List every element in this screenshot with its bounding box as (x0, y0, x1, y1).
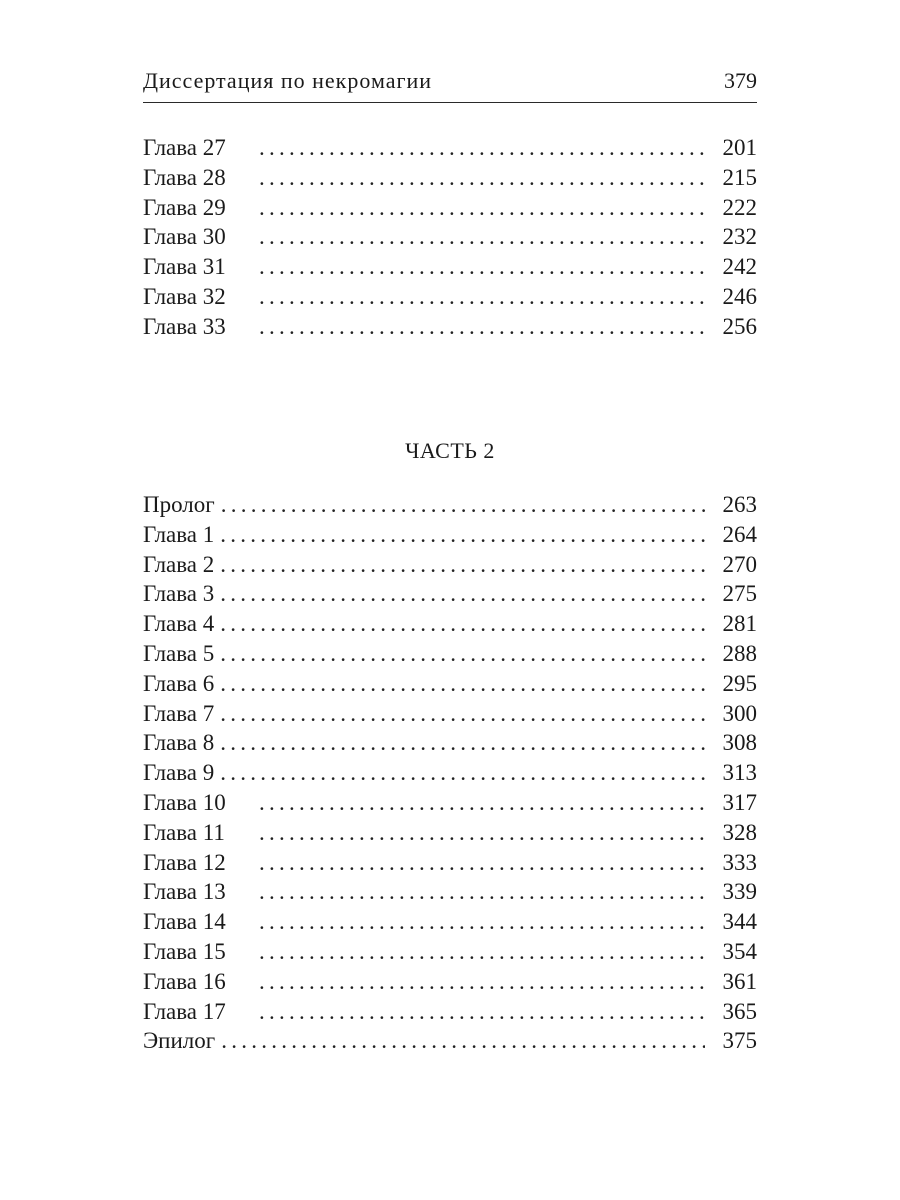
toc-dot-leader (259, 163, 705, 193)
toc-entry[interactable] (143, 997, 757, 1027)
toc-dot-leader (259, 877, 705, 907)
toc-entry-label: Глава 10 (143, 789, 226, 815)
book-page (143, 0, 757, 1200)
toc-entry-page: 344 (722, 909, 757, 935)
toc-entry-label: Глава 28 (143, 164, 226, 190)
toc-entry-label: Глава 27 (143, 135, 226, 160)
toc-entry-label: Глава 30 (143, 224, 226, 250)
toc-entry-page: 313 (722, 760, 757, 786)
toc-entry-page: 328 (722, 819, 757, 845)
toc-entry-page: 375 (722, 1028, 757, 1054)
toc-entry-page: 281 (722, 611, 757, 637)
toc-dot-leader (259, 997, 705, 1027)
toc-entry-label: Глава 17 (143, 998, 226, 1024)
running-head (143, 62, 757, 103)
toc-entry-page: 242 (722, 254, 757, 280)
toc-entry-label: Глава 5 (143, 640, 215, 666)
toc-dot-leader (220, 728, 705, 758)
toc-entry-page: 288 (722, 640, 757, 666)
toc-entry[interactable] (143, 193, 757, 223)
toc-dot-leader (220, 669, 705, 699)
toc-dot-leader (259, 937, 705, 967)
toc-entry-page: 222 (722, 194, 757, 220)
toc-part-2 (143, 490, 757, 1056)
toc-entry-label: Глава 7 (143, 700, 215, 726)
toc-entry-label: Глава 6 (143, 670, 215, 696)
toc-dot-leader (220, 699, 705, 729)
toc-entry-page: 201 (722, 135, 757, 160)
toc-entry[interactable] (143, 520, 757, 550)
toc-entry-page: 308 (722, 730, 757, 756)
toc-entry[interactable] (143, 639, 757, 669)
toc-entry-label: Эпилог (143, 1028, 216, 1054)
toc-dot-leader (259, 252, 705, 282)
toc-entry-page: 215 (722, 164, 757, 190)
toc-entry[interactable] (143, 907, 757, 937)
toc-entry[interactable] (143, 490, 757, 520)
toc-entry-label: Глава 16 (143, 968, 226, 994)
toc-entry-page: 270 (722, 551, 757, 577)
toc-entry[interactable] (143, 937, 757, 967)
toc-entry-page: 339 (722, 879, 757, 905)
toc-part-1 (143, 133, 757, 342)
toc-dot-leader (259, 312, 705, 342)
toc-entry-page: 361 (722, 968, 757, 994)
toc-entry[interactable] (143, 758, 757, 788)
toc-entry-label: Глава 15 (143, 938, 226, 964)
toc-entry[interactable] (143, 609, 757, 639)
toc-entry-label: Глава 13 (143, 879, 226, 905)
page-number: 379 (724, 68, 757, 93)
toc-entry[interactable] (143, 967, 757, 997)
toc-entry-page: 300 (722, 700, 757, 726)
toc-entry-page: 275 (722, 581, 757, 607)
toc-dot-leader (259, 967, 705, 997)
toc-entry[interactable] (143, 669, 757, 699)
toc-entry-label: Пролог (143, 492, 215, 517)
toc-entry[interactable] (143, 163, 757, 193)
toc-dot-leader (259, 907, 705, 937)
toc-dot-leader (221, 490, 705, 520)
toc-entry[interactable] (143, 312, 757, 342)
toc-entry-label: Глава 1 (143, 521, 215, 547)
toc-entry-label: Глава 33 (143, 313, 226, 339)
toc-dot-leader (221, 1026, 705, 1056)
toc-dot-leader (220, 758, 705, 788)
toc-entry-label: Глава 29 (143, 194, 226, 220)
toc-entry[interactable] (143, 282, 757, 312)
toc-entry-label: Глава 11 (143, 819, 225, 845)
toc-entry[interactable] (143, 550, 757, 580)
toc-dot-leader (259, 282, 705, 312)
toc-entry-label: Глава 31 (143, 254, 226, 280)
toc-dot-leader (259, 133, 705, 163)
toc-entry-page: 354 (722, 938, 757, 964)
toc-dot-leader (259, 848, 705, 878)
toc-entry[interactable] (143, 848, 757, 878)
toc-entry-page: 232 (722, 224, 757, 250)
toc-entry-page: 246 (722, 283, 757, 309)
toc-entry-label: Глава 2 (143, 551, 215, 577)
toc-entry[interactable] (143, 877, 757, 907)
toc-entry[interactable] (143, 699, 757, 729)
toc-entry-page: 295 (722, 670, 757, 696)
toc-entry-page: 333 (722, 849, 757, 875)
part-heading: ЧАСТЬ 2 (405, 438, 495, 463)
toc-entry-label: Глава 9 (143, 760, 215, 786)
toc-entry[interactable] (143, 222, 757, 252)
toc-entry-page: 263 (722, 492, 757, 517)
toc-dot-leader (220, 609, 705, 639)
toc-dot-leader (259, 818, 705, 848)
toc-entry-label: Глава 12 (143, 849, 226, 875)
toc-entry[interactable] (143, 579, 757, 609)
toc-entry-label: Глава 32 (143, 283, 226, 309)
toc-dot-leader (220, 639, 705, 669)
toc-entry[interactable] (143, 1026, 757, 1056)
toc-entry-page: 264 (722, 521, 757, 547)
toc-entry[interactable] (143, 252, 757, 282)
toc-entry-label: Глава 8 (143, 730, 215, 756)
toc-entry-label: Глава 3 (143, 581, 215, 607)
toc-entry[interactable] (143, 728, 757, 758)
toc-dot-leader (259, 788, 705, 818)
toc-entry-page: 317 (722, 789, 757, 815)
toc-dot-leader (259, 222, 705, 252)
toc-entry[interactable] (143, 788, 757, 818)
toc-dot-leader (220, 550, 705, 580)
toc-dot-leader (259, 193, 705, 223)
toc-dot-leader (220, 520, 705, 550)
toc-entry-label: Глава 14 (143, 909, 226, 935)
running-title: Диссертация по некромагии (143, 68, 433, 93)
toc-entry-page: 256 (722, 313, 757, 339)
toc-entry-page: 365 (722, 998, 757, 1024)
toc-entry[interactable] (143, 818, 757, 848)
toc-dot-leader (220, 579, 705, 609)
toc-entry[interactable] (143, 133, 757, 163)
toc-entry-label: Глава 4 (143, 611, 215, 637)
